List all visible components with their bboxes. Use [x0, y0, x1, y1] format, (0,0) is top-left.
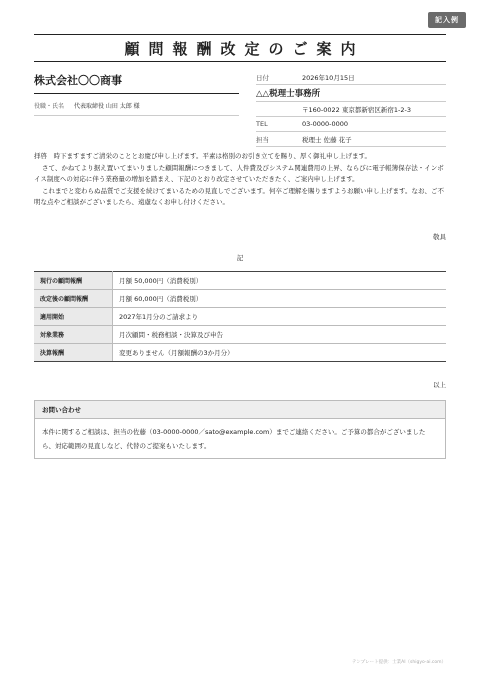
- person-label: 担当: [256, 135, 269, 144]
- sender-address-row: [256, 102, 446, 117]
- sender-date-row: [256, 70, 446, 85]
- date-label: 日付: [256, 73, 269, 82]
- greeting-paragraph: 拝啓 時下ますますご清栄のこととお慶び申し上げます。平素は格別のお引き立てを賜り、厚く御礼申し上げます。: [34, 152, 371, 160]
- date-value: 2026年10月15日: [302, 73, 355, 82]
- sender-tel-row: [256, 117, 446, 132]
- row-label: 対象業務: [34, 326, 113, 344]
- row-value: 月額 60,000円（消費税別）: [113, 290, 447, 308]
- sender-person-row: [256, 132, 446, 147]
- document-title: 顧問報酬改定のご案内: [124, 39, 365, 58]
- recipient-name: 代表取締役 山田 太郎 様: [73, 103, 140, 110]
- recipient-label: 役職・氏名: [34, 103, 65, 110]
- sender-block: [256, 70, 446, 147]
- main-paragraph: さて、かねてより据え置いてまいりました顧問報酬につきまして、人件費及びシステム関連費用の上昇、ならびに電子帳簿保存法・インボイス制度への対応に伴う業務量の増加を踏まえ、下記のとおり改定させていただきたく、ご案内申し上げます。: [34, 163, 444, 183]
- tel-label: TEL: [256, 120, 268, 128]
- table-row: [34, 326, 446, 344]
- row-value: 月次顧問・税務相談・決算及び申告: [113, 326, 447, 344]
- row-value: 2027年1月分のご請求より: [113, 308, 447, 326]
- sample-badge: 記入例: [428, 12, 466, 28]
- person-value: 税理士 佐藤 花子: [302, 135, 352, 144]
- table-row: [34, 344, 446, 362]
- office-name: △△税理士事務所: [256, 89, 321, 99]
- template-credit: テンプレート提供：士業AI（shigyo-ai.com）: [352, 660, 446, 665]
- ijo-text: 以上: [433, 381, 446, 389]
- office-address: 〒160-0022 東京都新宿区新宿1-2-3: [302, 105, 411, 114]
- tel-value: 03-0000-0000: [302, 120, 349, 128]
- contact-text: 本件に関するご相談は、担当の佐藤（03-0000-0000／sato@example.com）までご連絡ください。ご予算の都合がございましたら、対応範囲の見直しなど、代替のご提案もいたします。: [42, 428, 426, 450]
- recipient-block: [34, 72, 239, 116]
- closing-paragraph: これまでと変わらぬ品質でご支援を続けてまいるための見直しでございます。何卒ご理解を賜りますようお願い申し上げます。なお、ご不明な点やご相談がございましたら、遠慮なくお申し付けください。: [34, 186, 444, 206]
- recipient-person-row: [34, 101, 239, 116]
- table-row: [34, 308, 446, 326]
- contact-box: [34, 400, 446, 459]
- recipient-company: 株式会社〇〇商事: [34, 72, 239, 94]
- row-value: 変更ありません（月額報酬の3か月分）: [113, 344, 447, 362]
- ki-heading: 記: [236, 254, 244, 262]
- title-block: [34, 34, 446, 62]
- row-label: 改定後の顧問報酬: [34, 290, 113, 308]
- details-table: [34, 271, 446, 362]
- row-label: 決算報酬: [34, 344, 113, 362]
- table-row: [34, 290, 446, 308]
- letter-body: [34, 151, 446, 209]
- closing-word: 敬具: [433, 233, 446, 241]
- row-label: 適用開始: [34, 308, 113, 326]
- contact-heading: お問い合わせ: [35, 401, 445, 419]
- sender-office-row: [256, 85, 446, 102]
- table-row: [34, 272, 446, 290]
- row-value: 月額 50,000円（消費税別）: [113, 272, 447, 290]
- row-label: 現行の顧問報酬: [34, 272, 113, 290]
